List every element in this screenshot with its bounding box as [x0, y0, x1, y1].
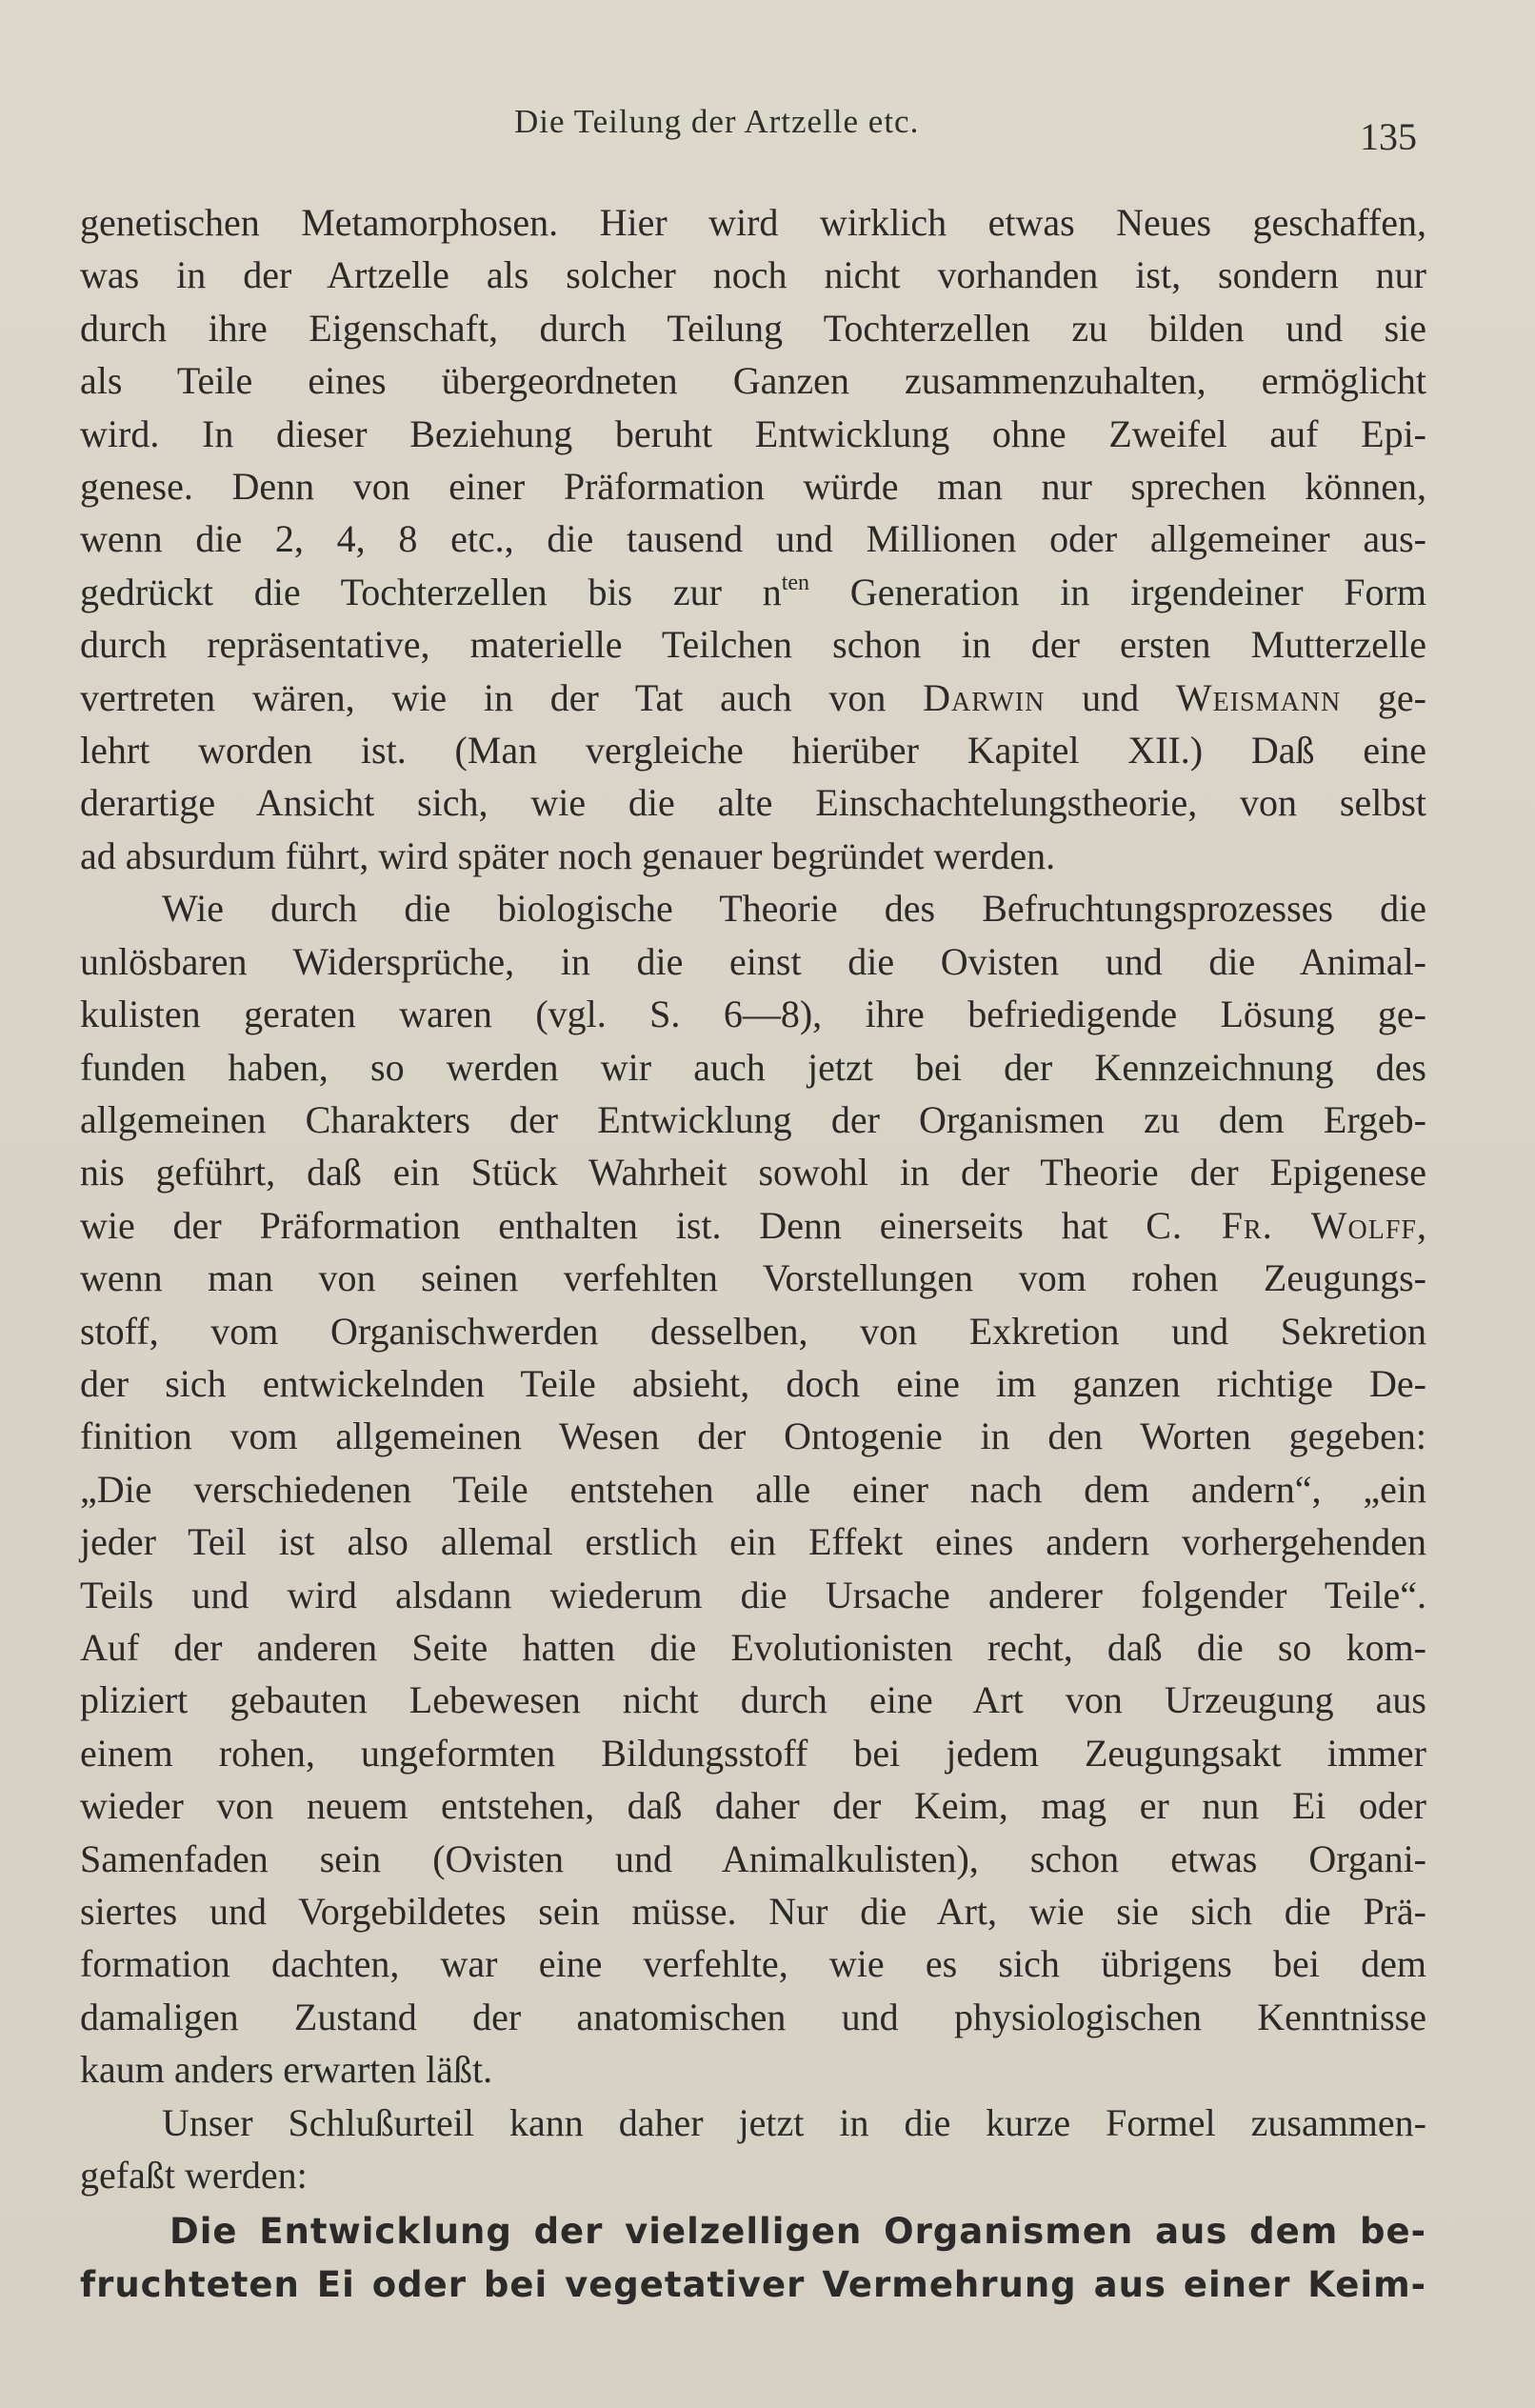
- superscript: ten: [781, 570, 810, 595]
- text-line: Auf der anderen Seite hatten die Evolutionisten recht, daß die so kom-: [80, 1625, 1426, 1669]
- text-line: Die Entwicklung der vielzelligen Organismen aus dem be-: [169, 2211, 1426, 2253]
- paragraph-3: [80, 2097, 1426, 2202]
- text-segment: gedrückt die Tochterzellen bis zur n: [80, 570, 782, 613]
- text-line: fruchteten Ei oder bei vegetativer Vermehrung aus einer Keim-: [80, 2263, 1426, 2305]
- text-line: Wie durch die biologische Theorie des Befruchtungsprozesses die: [162, 887, 1426, 931]
- author-name: Darwin: [923, 675, 1046, 719]
- text-line: finition vom allgemeinen Wesen der Ontogenie in den Worten gegeben:: [80, 1415, 1426, 1458]
- text-line: funden haben, so werden wir auch jetzt bei der Kennzeichnung des: [80, 1045, 1426, 1089]
- emphasized-thesis: [80, 2205, 1426, 2311]
- text-segment: vertreten wären, wie in der Tat auch von: [80, 675, 924, 719]
- text-line: wenn man von seinen verfehlten Vorstellungen vom rohen Zeugungs-: [80, 1256, 1426, 1300]
- text-line: Teils und wird alsdann wiederum die Ursache anderer folgender Teile“.: [80, 1573, 1426, 1616]
- text-segment: wie der Präformation enthalten ist. Denn einerseits hat: [80, 1203, 1146, 1247]
- text-line: wird. In dieser Beziehung beruht Entwicklung ohne Zweifel auf Epi-: [80, 411, 1426, 455]
- text-line: als Teile eines übergeordneten Ganzen zusammenzuhalten, ermöglicht: [80, 359, 1426, 403]
- text-line: gefaßt werden:: [80, 2154, 308, 2197]
- text-line: formation dachten, war eine verfehlte, wie es sich übrigens bei dem: [80, 1942, 1426, 1986]
- text-line: lehrt worden ist. (Man vergleiche hierüber Kapitel XII.) Daß eine: [80, 729, 1426, 773]
- text-line: was in der Artzelle als solcher noch nicht vorhanden ist, sondern nur: [80, 253, 1426, 297]
- text-line: genese. Denn von einer Präformation würde man nur sprechen können,: [80, 465, 1426, 509]
- author-name: Weismann: [1175, 675, 1342, 719]
- text-line: der sich entwickelnden Teile absieht, doch eine im ganzen richtige De-: [80, 1361, 1426, 1405]
- text-line: [80, 672, 1426, 724]
- text-line: jeder Teil ist also allemal erstlich ein Effekt eines andern vorhergehenden: [80, 1520, 1426, 1564]
- paragraph-1: [80, 196, 1426, 882]
- running-title: Die Teilung der Artzelle etc.: [514, 103, 920, 140]
- text-segment: ge-: [1341, 675, 1427, 719]
- text-segment: ,: [1417, 1203, 1426, 1247]
- text-line: durch repräsentative, materielle Teilchen schon in der ersten Mutterzelle: [80, 623, 1426, 667]
- text-line: ad absurdum führt, wird später noch genauer begründet werden.: [80, 833, 1056, 877]
- text-line: nis geführt, daß ein Stück Wahrheit sowohl in der Theorie der Epigenese: [80, 1151, 1426, 1194]
- running-head: [0, 103, 1535, 160]
- text-line: unlösbaren Widersprüche, in die einst die Ovisten und die Animal-: [80, 939, 1426, 983]
- text-line: pliziert gebauten Lebewesen nicht durch eine Art von Urzeugung aus: [80, 1678, 1426, 1722]
- page-number: 135: [1360, 115, 1417, 158]
- text-line: stoff, vom Organischwerden desselben, von Exkretion und Sekretion: [80, 1309, 1426, 1353]
- text-segment: Generation in irgendeiner Form: [809, 570, 1426, 613]
- text-line: [80, 566, 1426, 618]
- text-line: einem rohen, ungeformten Bildungsstoff bei jedem Zeugungsakt immer: [80, 1731, 1426, 1775]
- body-text: [80, 196, 1426, 2311]
- text-line: Unser Schlußurteil kann daher jetzt in die kurze Formel zusammen-: [162, 2100, 1426, 2144]
- text-line: allgemeinen Charakters der Entwicklung der Organismen zu dem Ergeb-: [80, 1097, 1426, 1141]
- text-line: damaligen Zustand der anatomischen und physiologischen Kenntnisse: [80, 1995, 1426, 2038]
- text-line: siertes und Vorgebildetes sein müsse. Nur die Art, wie sie sich die Prä-: [80, 1890, 1426, 1933]
- text-line: wenn die 2, 4, 8 etc., die tausend und Millionen oder allgemeiner aus-: [80, 517, 1426, 561]
- text-line: „Die verschiedenen Teile entstehen alle einer nach dem andern“, „ein: [80, 1467, 1426, 1511]
- text-line: kaum anders erwarten läßt.: [80, 2048, 493, 2092]
- text-line: derartige Ansicht sich, wie die alte Einschachtelungstheorie, von selbst: [80, 781, 1426, 825]
- text-line: Samenfaden sein (Ovisten und Animalkulisten), schon etwas Organi-: [80, 1836, 1426, 1880]
- paragraph-2: [80, 882, 1426, 2096]
- text-line: genetischen Metamorphosen. Hier wird wirklich etwas Neues geschaffen,: [80, 201, 1426, 244]
- author-name: C. Fr. Wolff: [1146, 1203, 1417, 1247]
- text-line: durch ihre Eigenschaft, durch Teilung Tochterzellen zu bilden und sie: [80, 306, 1426, 350]
- text-line: [80, 1199, 1426, 1252]
- text-line: kulisten geraten waren (vgl. S. 6—8), ihre befriedigende Lösung ge-: [80, 993, 1426, 1036]
- text-segment: und: [1045, 675, 1176, 719]
- text-line: wieder von neuem entstehen, daß daher der Keim, mag er nun Ei oder: [80, 1784, 1426, 1828]
